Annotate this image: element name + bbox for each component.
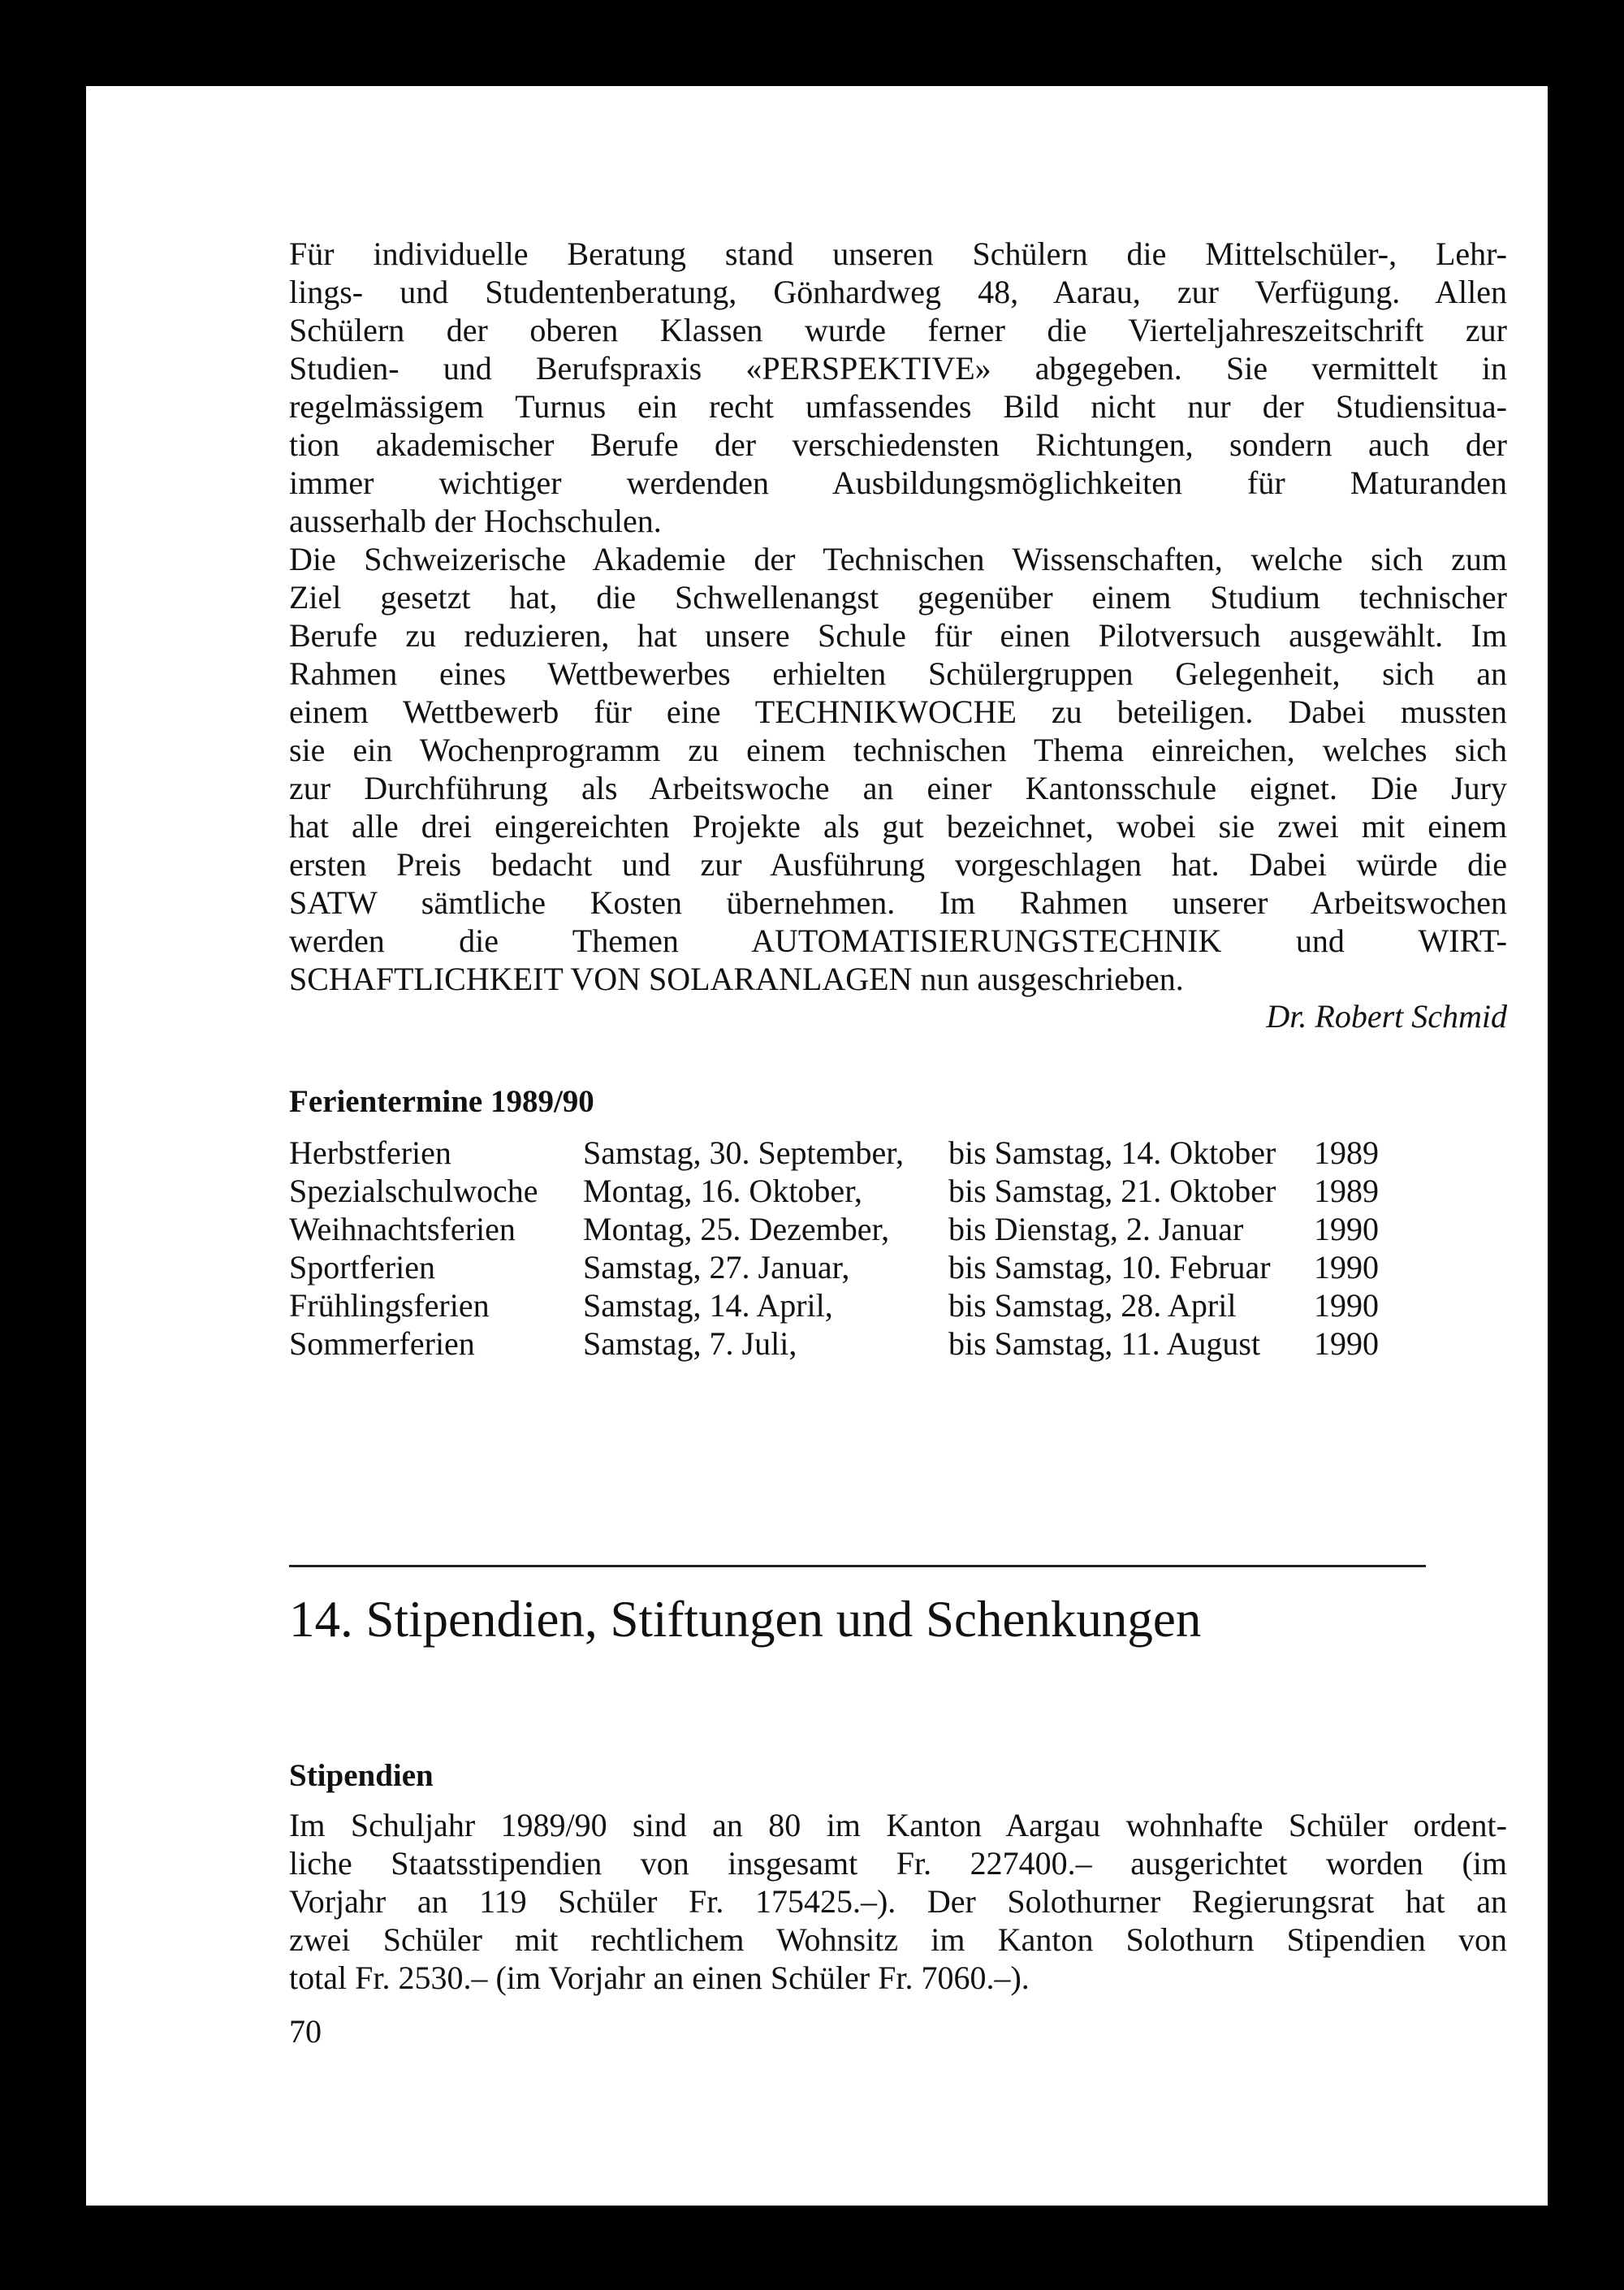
vacation-table [289, 1134, 1379, 1363]
section-divider [289, 1565, 1426, 1567]
stipendien-heading: Stipendien [289, 1758, 434, 1793]
text-line: einem Wettbewerb für eine TECHNIKWOCHE zu beteiligen. Dabei mussten [289, 693, 1507, 730]
text-line: werden die Themen AUTOMATISIERUNGSTECHNIK und WIRT- [289, 922, 1507, 959]
paragraph-stipendien [289, 1806, 1507, 1997]
vacation-name: Frühlingsferien [289, 1287, 490, 1324]
text-line: regelmässigem Turnus ein recht umfassendes Bild nicht nur der Studiensitua- [289, 388, 1507, 425]
text-line: Ziel gesetzt hat, die Schwellenangst gegenüber einem Studium technischer [289, 579, 1507, 616]
vacation-name: Sommerferien [289, 1325, 475, 1362]
text-line: SATW sämtliche Kosten übernehmen. Im Rahmen unserer Arbeitswochen [289, 884, 1507, 921]
vacation-year: 1990 [1314, 1325, 1379, 1362]
vacation-from: Montag, 16. Oktober, [583, 1173, 862, 1209]
table-row [289, 1324, 1379, 1363]
vacation-name: Sportferien [289, 1249, 435, 1285]
document-page [86, 86, 1548, 2206]
vacation-from: Montag, 25. Dezember, [583, 1211, 890, 1247]
paragraph-counseling [289, 235, 1507, 540]
text-line: Vorjahr an 119 Schüler Fr. 175425.–). Der Solothurner Regierungsrat hat an [289, 1883, 1507, 1920]
vacation-to: bis Samstag, 21. Oktober [948, 1173, 1276, 1209]
text-line: total Fr. 2530.– (im Vorjahr an einen Schüler Fr. 7060.–). [289, 1959, 1030, 1996]
vacation-name: Spezialschulwoche [289, 1173, 538, 1209]
text-line: sie ein Wochenprogramm zu einem technischen Thema einreichen, welches sich [289, 732, 1507, 768]
vacation-year: 1989 [1314, 1173, 1379, 1209]
table-row [289, 1172, 1379, 1210]
vacation-from: Samstag, 7. Juli, [583, 1325, 797, 1362]
text-line: tion akademischer Berufe der verschiedensten Richtungen, sondern auch der [289, 426, 1507, 463]
text-line: hat alle drei eingereichten Projekte als gut bezeichnet, wobei sie zwei mit einem [289, 808, 1507, 845]
text-line: Schülern der oberen Klassen wurde ferner die Vierteljahreszeitschrift zur [289, 312, 1507, 348]
vacation-year: 1990 [1314, 1211, 1379, 1247]
vacation-year: 1989 [1314, 1134, 1379, 1171]
vacation-to: bis Samstag, 10. Februar [948, 1249, 1271, 1285]
vacation-from: Samstag, 14. April, [583, 1287, 833, 1324]
text-line: zwei Schüler mit rechtlichem Wohnsitz im Kanton Solothurn Stipendien von [289, 1921, 1507, 1958]
section-title: 14. Stipendien, Stiftungen und Schenkungen [289, 1591, 1202, 1648]
author-signature: Dr. Robert Schmid [1266, 998, 1507, 1035]
vacation-year: 1990 [1314, 1249, 1379, 1285]
table-row [289, 1286, 1379, 1324]
text-line: liche Staatsstipendien von insgesamt Fr. 227400.– ausgerichtet worden (im [289, 1845, 1507, 1882]
vacation-heading: Ferientermine 1989/90 [289, 1084, 594, 1119]
vacation-from: Samstag, 30. September, [583, 1134, 904, 1171]
text-line: immer wichtiger werdenden Ausbildungsmöglichkeiten für Maturanden [289, 464, 1507, 501]
vacation-table-body [289, 1134, 1379, 1363]
text-line: Rahmen eines Wettbewerbes erhielten Schülergruppen Gelegenheit, sich an [289, 655, 1507, 692]
vacation-to: bis Samstag, 28. April [948, 1287, 1237, 1324]
vacation-year: 1990 [1314, 1287, 1379, 1324]
text-line: lings- und Studentenberatung, Gönhardweg 48, Aarau, zur Verfügung. Allen [289, 274, 1507, 310]
page-number: 70 [289, 2013, 322, 2050]
text-line: Die Schweizerische Akademie der Technischen Wissenschaften, welche sich zum [289, 541, 1507, 577]
vacation-name: Herbstferien [289, 1134, 451, 1171]
table-row [289, 1210, 1379, 1248]
text-line: ersten Preis bedacht und zur Ausführung vorgeschlagen hat. Dabei würde die [289, 846, 1507, 883]
text-line: Für individuelle Beratung stand unseren Schülern die Mittelschüler-, Lehr- [289, 235, 1507, 272]
vacation-name: Weihnachtsferien [289, 1211, 516, 1247]
text-line: Studien- und Berufspraxis «PERSPEKTIVE» abgegeben. Sie vermittelt in [289, 350, 1507, 387]
text-line: ausserhalb der Hochschulen. [289, 503, 662, 539]
text-line: Im Schuljahr 1989/90 sind an 80 im Kanton Aargau wohnhafte Schüler ordent- [289, 1807, 1507, 1843]
text-line: SCHAFTLICHKEIT VON SOLARANLAGEN nun ausgeschrieben. [289, 961, 1184, 997]
vacation-to: bis Samstag, 11. August [948, 1325, 1261, 1362]
vacation-to: bis Samstag, 14. Oktober [948, 1134, 1276, 1171]
table-row [289, 1134, 1379, 1172]
paragraph-satw [289, 540, 1507, 998]
vacation-from: Samstag, 27. Januar, [583, 1249, 850, 1285]
text-line: Berufe zu reduzieren, hat unsere Schule für einen Pilotversuch ausgewählt. Im [289, 617, 1507, 654]
text-line: zur Durchführung als Arbeitswoche an einer Kantonsschule eignet. Die Jury [289, 770, 1507, 806]
vacation-to: bis Dienstag, 2. Januar [948, 1211, 1244, 1247]
table-row [289, 1248, 1379, 1286]
